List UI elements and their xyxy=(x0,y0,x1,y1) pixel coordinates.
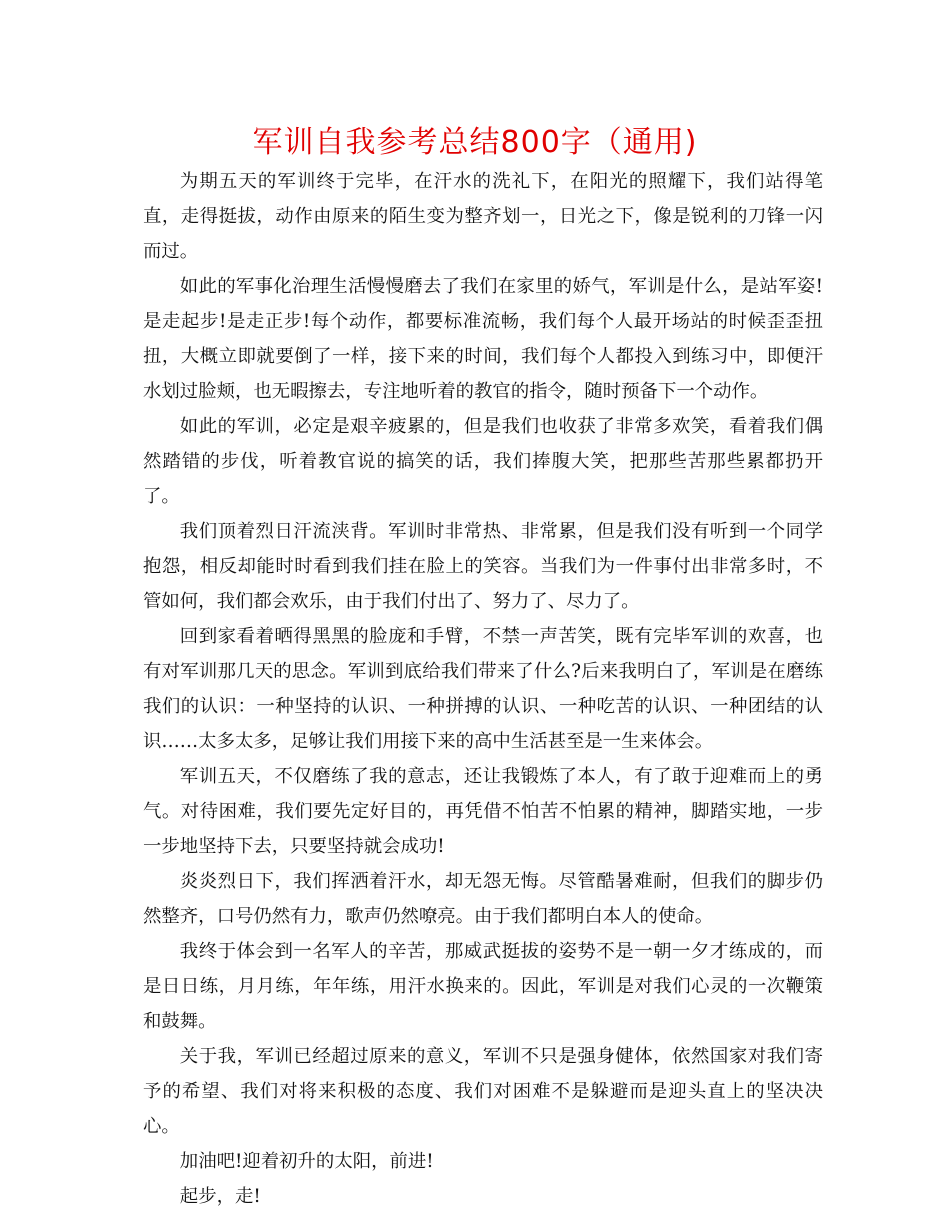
paragraph: 炎炎烈日下，我们挥洒着汗水，却无怨无悔。尽管酷暑难耐，但我们的脚步仍然整齐，口号仍然有力，歌声仍然嘹亮。由于我们都明白本人的使命。 xyxy=(143,871,823,927)
paragraph: 加油吧!迎着初升的太阳，前进! xyxy=(179,1151,434,1172)
paragraph: 我们顶着烈日汗流浃背。军训时非常热、非常累，但是我们没有听到一个同学抱怨，相反却能时时看到我们挂在脸上的笑容。当我们为一件事付出非常多时，不管如何，我们都会欢乐，由于我们付出了、努力了、尽力了。 xyxy=(143,521,823,612)
paragraph: 为期五天的军训终于完毕，在汗水的洗礼下，在阳光的照耀下，我们站得笔直，走得挺拔，动作由原来的陌生变为整齐划一，日光之下，像是锐利的刀锋一闪而过。 xyxy=(143,171,823,262)
paragraph: 如此的军事化治理生活慢慢磨去了我们在家里的娇气，军训是什么，是站军姿!是走起步!是走正步!每个动作，都要标准流畅，我们每个人最开场站的时候歪歪扭扭，大概立即就要倒了一样，接下来的时间，我们每个人都投入到练习中，即便汗水划过脸颊，也无暇擦去，专注地听着的教官的指令，随时预备下一个动作。 xyxy=(143,276,823,402)
paragraph: 回到家看着晒得黑黑的脸庞和手臂，不禁一声苦笑，既有完毕军训的欢喜，也有对军训那几天的思念。军训到底给我们带来了什么?后来我明白了，军训是在磨练我们的认识：一种坚持的认识、一种拼搏的认识、一种吃苦的认识、一种团结的认识……太多太多，足够让我们用接下来的高中生活甚至是一生来体会。 xyxy=(143,626,823,752)
paragraph: 我终于体会到一名军人的辛苦，那威武挺拔的姿势不是一朝一夕才练成的，而是日日练，月月练，年年练，用汗水换来的。因此，军训是对我们心灵的一次鞭策和鼓舞。 xyxy=(143,941,823,1032)
paragraph: 军训五天，不仅磨练了我的意志，还让我锻炼了本人，有了敢于迎难而上的勇气。对待困难，我们要先定好目的，再凭借不怕苦不怕累的精神，脚踏实地，一步一步地坚持下去，只要坚持就会成功! xyxy=(143,766,823,857)
document-body xyxy=(143,164,823,1214)
document-title: 军训自我参考总结800字（通用) xyxy=(252,125,698,160)
paragraph: 关于我，军训已经超过原来的意义，军训不只是强身健体，依然国家对我们寄予的希望、我们对将来积极的态度、我们对困难不是躲避而是迎头直上的坚决决心。 xyxy=(143,1046,823,1137)
paragraph: 起步，走! xyxy=(179,1186,261,1207)
paragraph: 如此的军训，必定是艰辛疲累的，但是我们也收获了非常多欢笑，看着我们偶然踏错的步伐，听着教官说的搞笑的话，我们捧腹大笑，把那些苦那些累都扔开了。 xyxy=(143,416,823,507)
